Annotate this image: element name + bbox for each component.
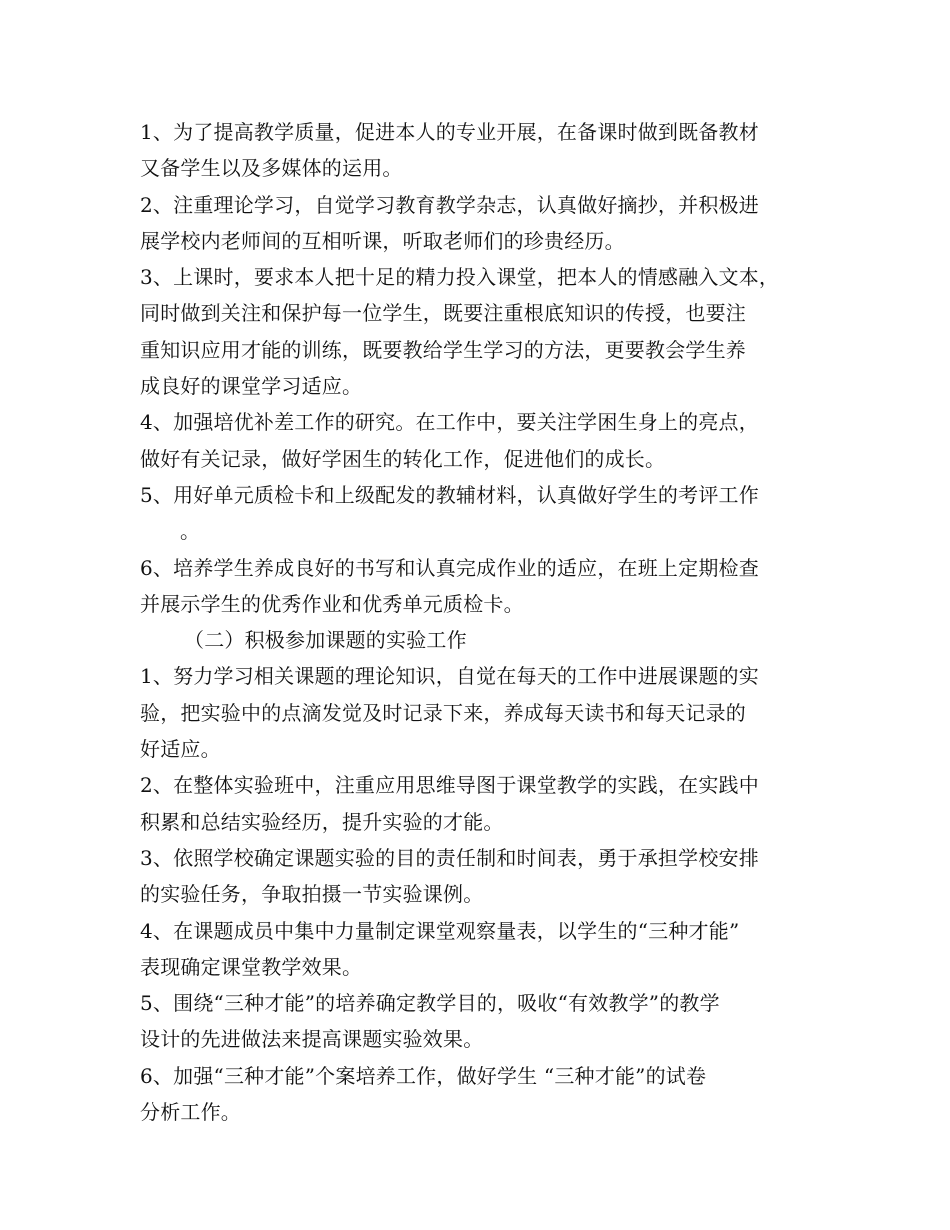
text-line: 并展示学生的优秀作业和优秀单元质检卡。 (140, 591, 524, 616)
text-line: 1、为了提高教学质量，促进本人的专业开展，在备课时做到既备教材 (140, 120, 759, 144)
text-line: 2、在整体实验班中，注重应用思维导图于课堂教学的实践，在实践中 (140, 773, 759, 798)
text-line: 同时做到关注和保护每一位学生，既要注重根底知识的传授，也要注 (140, 301, 746, 326)
text-line: 积累和总结实验经历，提升实验的才能。 (140, 809, 504, 834)
text-line: 好适应。 (140, 737, 221, 762)
text-line: 成良好的课堂学习适应。 (140, 374, 363, 399)
text-line: 分析工作。 (140, 1100, 241, 1125)
text-line: 设计的先进做法来提高课题实验效果。 (140, 1027, 484, 1052)
text-line: 做好有关记录，做好学困生的转化工作，促进他们的成长。 (140, 446, 666, 471)
text-line: 又备学生以及多媒体的运用。 (140, 156, 403, 181)
text-line: 5、围绕“三种才能”的培养确定教学目的，吸收“有效教学”的教学 (140, 991, 720, 1016)
text-line: 重知识应用才能的训练，既要教给学生学习的方法，更要教会学生养 (140, 337, 746, 362)
text-line: 3、依照学校确定课题实验的目的责任制和时间表，勇于承担学校安排 (140, 845, 759, 870)
text-line: 3、上课时，要求本人把十足的精力投入课堂，把本人的情感融入文本， (140, 265, 780, 290)
text-line: 4、加强培优补差工作的研究。在工作中，要关注学困生身上的亮点， (140, 410, 759, 435)
text-line: 验，把实验中的点滴发觉及时记录下来，养成每天读书和每天记录的 (140, 700, 746, 725)
text-line: 6、加强“三种才能”个案培养工作，做好学生 “三种才能”的试卷 (140, 1063, 707, 1088)
text-line: 5、用好单元质检卡和上级配发的教辅材料，认真做好学生的考评工作 (140, 482, 759, 507)
section-heading: （二）积极参加课题的实验工作 (184, 628, 467, 653)
text-line: 4、在课题成员中集中力量制定课堂观察量表，以学生的“三种才能” (140, 918, 740, 943)
text-line: 展学校内老师间的互相听课，听取老师们的珍贵经历。 (140, 228, 625, 253)
text-line: 2、注重理论学习，自觉学习教育教学杂志，认真做好摘抄，并积极进 (140, 192, 759, 217)
text-line: 表现确定课堂教学效果。 (140, 954, 363, 979)
text-line: 1、努力学习相关课题的理论知识，自觉在每天的工作中进展课题的实 (140, 664, 759, 689)
text-line: 6、培养学生养成良好的书写和认真完成作业的适应，在班上定期检查 (140, 555, 759, 580)
text-line: 。 (180, 519, 201, 544)
document-body (140, 114, 840, 1130)
text-line: 的实验任务，争取拍摄一节实验课例。 (140, 882, 484, 907)
